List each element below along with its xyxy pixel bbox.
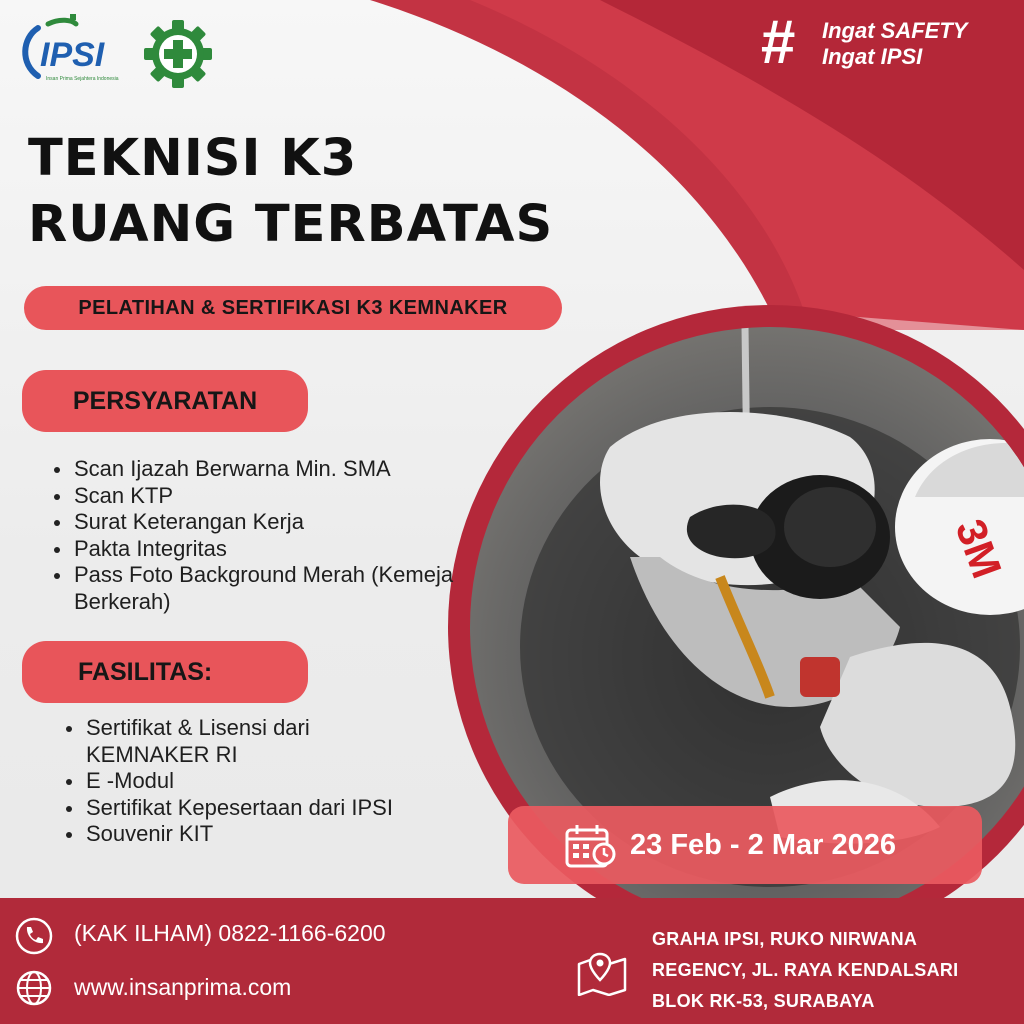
hash-symbol: # bbox=[760, 8, 795, 77]
footer-bar bbox=[0, 898, 1024, 1024]
title-line1: TEKNISI K3 bbox=[28, 129, 358, 188]
date-badge bbox=[508, 806, 982, 884]
address-block bbox=[652, 924, 958, 1017]
fasilitas-heading: FASILITAS: bbox=[22, 641, 308, 703]
date-text: 23 Feb - 2 Mar 2026 bbox=[630, 829, 896, 861]
list-item: E -Modul bbox=[62, 768, 432, 795]
list-item: Souvenir KIT bbox=[62, 821, 432, 848]
list-item: Scan Ijazah Berwarna Min. SMA bbox=[50, 456, 470, 483]
phone-number-link[interactable]: (KAK ILHAM) 0822-1166-6200 bbox=[74, 920, 386, 946]
hashtag-line1: Ingat SAFETY bbox=[822, 18, 968, 43]
gear-cross-icon bbox=[142, 18, 214, 90]
list-item: Pakta Integritas bbox=[50, 536, 470, 563]
logo-tagline: Insan Prima Sejahtera Indonesia bbox=[46, 76, 119, 82]
list-item: Pass Foto Background Merah (Kemeja Berkerah) bbox=[50, 562, 470, 615]
hashtag-line2: Ingat IPSI bbox=[822, 44, 923, 69]
title-line2: RUANG TERBATAS bbox=[28, 195, 554, 254]
website-link[interactable]: www.insanprima.com bbox=[74, 974, 292, 1000]
fasilitas-list bbox=[62, 715, 432, 848]
address-line2: REGENCY, JL. RAYA KENDALSARI bbox=[652, 960, 959, 980]
ipsi-logo bbox=[16, 14, 138, 88]
globe-icon bbox=[14, 968, 54, 1008]
hashtag-slogan bbox=[760, 8, 1010, 78]
phone-icon bbox=[14, 916, 54, 956]
helmet-3m-label: 3M bbox=[946, 513, 1011, 585]
list-item: Scan KTP bbox=[50, 483, 470, 510]
list-item: Sertifikat Kepesertaan dari IPSI bbox=[62, 795, 432, 822]
calendar-icon bbox=[564, 822, 616, 870]
page-title bbox=[28, 126, 648, 258]
address-line1: GRAHA IPSI, RUKO NIRWANA bbox=[652, 929, 918, 949]
list-item: Surat Keterangan Kerja bbox=[50, 509, 470, 536]
subtitle-badge: PELATIHAN & SERTIFIKASI K3 KEMNAKER bbox=[24, 286, 562, 330]
persyaratan-heading: PERSYARATAN bbox=[22, 370, 308, 432]
persyaratan-list bbox=[50, 456, 470, 615]
logo-text: IPSI bbox=[40, 36, 105, 74]
address-line3: BLOK RK-53, SURABAYA bbox=[652, 991, 875, 1011]
list-item: Sertifikat & Lisensi dari KEMNAKER RI bbox=[62, 715, 432, 768]
map-pin-icon bbox=[576, 950, 628, 996]
